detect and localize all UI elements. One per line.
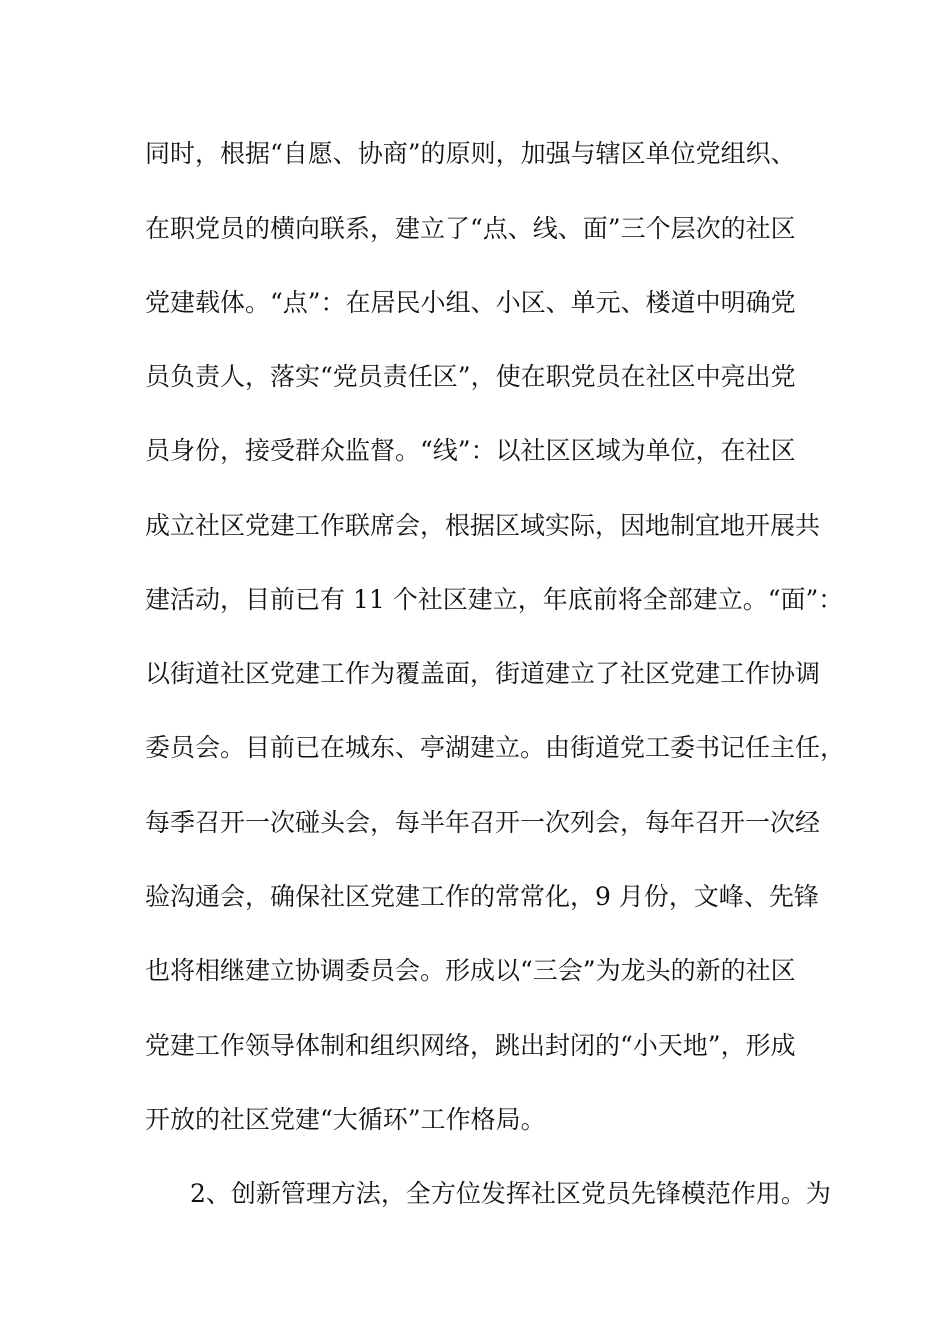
body-text-line: 党建载体。“点”：在居民小组、小区、单元、楼道中明确党 bbox=[145, 288, 796, 317]
body-text-line: 员负责人，落实“党员责任区”，使在职党员在社区中亮出党 bbox=[145, 362, 796, 391]
body-text-line: 建活动，目前已有 11 个社区建立，年底前将全部建立。“面”： bbox=[145, 585, 844, 614]
body-text-line: 每季召开一次碰头会，每半年召开一次列会，每年召开一次经 bbox=[145, 808, 821, 837]
body-text-line: 员身份，接受群众监督。“线”：以社区区域为单位，在社区 bbox=[145, 436, 796, 465]
body-text-line: 党建工作领导体制和组织网络，跳出封闭的“小天地”，形成 bbox=[145, 1031, 796, 1060]
body-text-line: 成立社区党建工作联席会，根据区域实际，因地制宜地开展共 bbox=[145, 511, 821, 540]
body-text-line: 也将相继建立协调委员会。形成以“三会”为龙头的新的社区 bbox=[145, 956, 796, 985]
body-text-line: 在职党员的横向联系，建立了“点、线、面”三个层次的社区 bbox=[145, 214, 796, 243]
body-text-line: 验沟通会，确保社区党建工作的常常化，9 月份，文峰、先锋 bbox=[145, 882, 819, 911]
section-heading-line: 2、创新管理方法，全方位发挥社区党员先锋模范作用。为 bbox=[190, 1179, 831, 1208]
body-text-line: 同时，根据“自愿、协商”的原则，加强与辖区单位党组织、 bbox=[145, 139, 796, 168]
body-text-line: 委员会。目前已在城东、亭湖建立。由街道党工委书记任主任， bbox=[145, 733, 846, 762]
body-text-line: 以街道社区党建工作为覆盖面，街道建立了社区党建工作协调 bbox=[145, 659, 821, 688]
body-text-line: 开放的社区党建“大循环”工作格局。 bbox=[145, 1105, 546, 1134]
